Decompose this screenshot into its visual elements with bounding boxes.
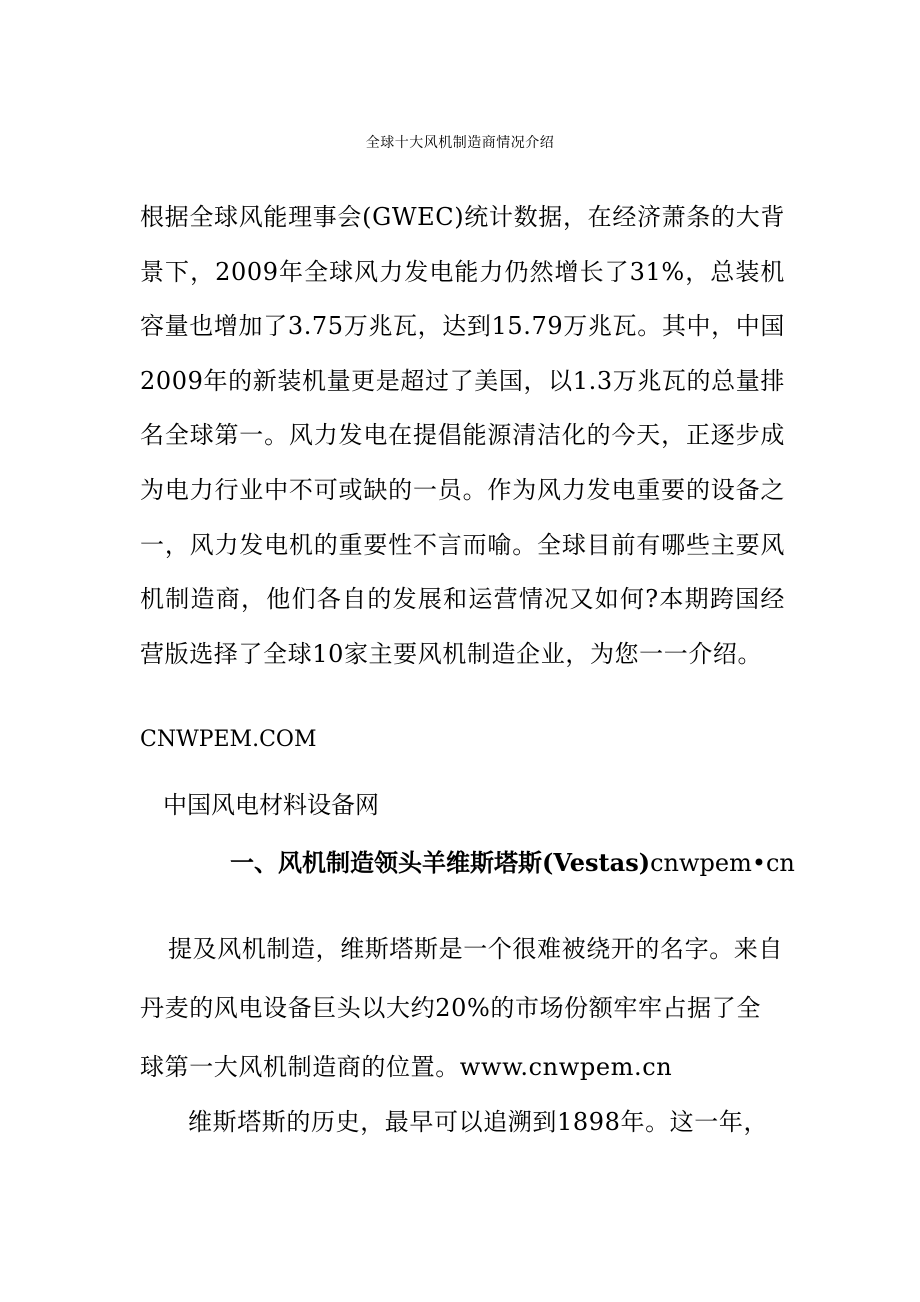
vestas-paragraph-2: 维斯塔斯的历史，最早可以追溯到1898年。这一年， xyxy=(188,1108,769,1136)
section-heading-text: 一、风机制造领头羊维斯塔斯(Vestas) xyxy=(230,848,651,877)
section-heading-vestas xyxy=(230,843,795,878)
document-title: 全球十大风机制造商情况介绍 xyxy=(365,135,555,151)
vestas-paragraph-1: 提及风机制造，维斯塔斯是一个很难被绕开的名字。来自丹麦的风电设备巨头以大约20%的市场份额牢牢占据了全球第一大风机制造商的位置。www.cnwpem.cn xyxy=(140,935,783,1081)
section-heading-watermark: cnwpem•cn xyxy=(650,849,795,877)
site-name-chinese: 中国风电材料设备网 xyxy=(163,791,379,819)
site-name-english: CNWPEM.COM xyxy=(140,727,317,752)
intro-paragraph: 根据全球风能理事会(GWEC)统计数据，在经济萧条的大背景下，2009年全球风力发电能力仍然增长了31%，总装机容量也增加了3.75万兆瓦，达到15.79万兆瓦。其中，中国2009年的新装机量更是超过了美国，以1.3万兆瓦的总量排名全球第一。风力发电在提倡能源清洁化的今天，正逐步成为电力行业中不可或缺的一员。作为风力发电重要的设备之一，风力发电机的重要性不言而喻。全球目前有哪些主要风机制造商，他们各自的发展和运营情况又如何?本期跨国经营版选择了全球10家主要风机制造企业，为您一一介绍。 xyxy=(140,203,785,668)
